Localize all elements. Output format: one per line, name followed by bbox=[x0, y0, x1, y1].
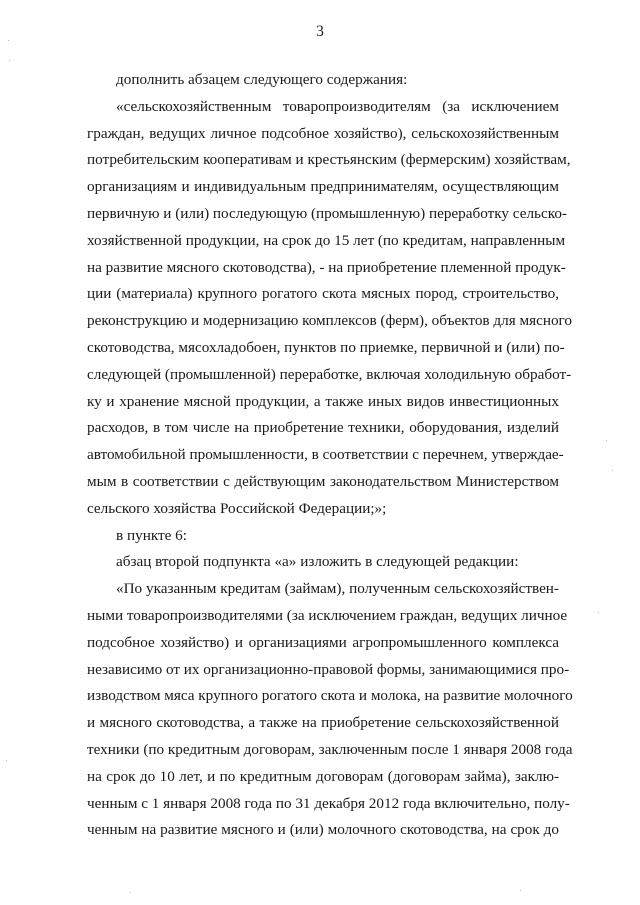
text-line: организациям и индивидуальным предпринимателям, осуществляющим bbox=[87, 178, 559, 196]
text-line: ченным на развитие мясного и (или) молочного скотоводства, на срок до bbox=[87, 821, 559, 839]
text-line: абзац второй подпункта «а» изложить в следующей редакции: bbox=[116, 553, 519, 571]
scan-speck bbox=[612, 470, 613, 471]
scan-speck bbox=[6, 760, 7, 761]
text-line: автомобильной промышленности, в соответствии с перечнем, утверждае- bbox=[87, 446, 564, 464]
text-line: следующей (промышленной) переработке, включая холодильную обработ- bbox=[87, 365, 572, 383]
text-line: ченным с 1 января 2008 года по 31 декабря 2012 года включительно, полу- bbox=[87, 794, 570, 812]
text-line: мым в соответствии с действующим законодательством Министерством bbox=[87, 472, 559, 490]
text-line: независимо от их организационно-правовой формы, занимающимися про- bbox=[87, 660, 570, 678]
text-line: ции (материала) крупного рогатого скота мясных пород, строительство, bbox=[87, 285, 559, 303]
text-line: на срок до 10 лет, и по кредитным договорам (договорам займа), заклю- bbox=[87, 767, 559, 785]
text-line: хозяйственной продукции, на срок до 15 лет (по кредитам, направленным bbox=[87, 231, 566, 249]
text-line: ными товаропроизводителями (за исключением граждан, ведущих личное bbox=[87, 606, 568, 624]
scan-speck bbox=[8, 40, 9, 41]
text-line: подсобное хозяйство) и организациями агропромышленного комплекса bbox=[87, 633, 559, 651]
text-line: скотоводства, мясохладобоен, пунктов по приемке, первичной и (или) по- bbox=[87, 338, 565, 356]
text-line: граждан, ведущих личное подсобное хозяйство), сельскохозяйственным bbox=[87, 124, 559, 142]
text-line: «По указанным кредитам (займам), полученным сельскохозяйствен- bbox=[116, 580, 559, 598]
paragraph-subpoint-a bbox=[87, 549, 559, 576]
text-line: дополнить абзацем следующего содержания: bbox=[116, 71, 408, 88]
text-line: потребительским кооперативам и крестьянским (фермерским) хозяйствам, bbox=[87, 151, 571, 169]
text-line: первичную и (или) последующую (промышленную) переработку сельско- bbox=[87, 204, 567, 222]
text-line: техники (по кредитным договорам, заключенным после 1 января 2008 года bbox=[87, 740, 573, 758]
page-number: 3 bbox=[316, 23, 324, 40]
paragraph-quote-1 bbox=[87, 94, 572, 523]
paragraph-quote-2 bbox=[87, 576, 573, 844]
text-line: изводством мяса крупного рогатого скота и молока, на развитие молочного bbox=[87, 687, 573, 705]
scan-speck bbox=[9, 60, 10, 61]
scan-speck bbox=[598, 612, 599, 613]
text-line: расходов, в том числе на приобретение техники, оборудования, изделий bbox=[87, 419, 559, 437]
text-line: в пункте 6: bbox=[116, 526, 187, 544]
text-line: на развитие мясного скотоводства), - на приобретение племенной продук- bbox=[87, 258, 566, 276]
scan-speck bbox=[606, 440, 607, 441]
paragraph-intro bbox=[87, 67, 559, 94]
document-body bbox=[87, 67, 573, 844]
text-line: ку и хранение мясной продукции, а также иных видов инвестиционных bbox=[87, 392, 559, 410]
scan-speck bbox=[130, 892, 131, 893]
paragraph-point-6 bbox=[87, 523, 559, 550]
scan-speck bbox=[520, 890, 521, 891]
text-line: реконструкцию и модернизацию комплексов (ферм), объектов для мясного bbox=[87, 312, 572, 330]
text-line: «сельскохозяйственным товаропроизводителям (за исключением bbox=[116, 97, 559, 115]
text-line: сельского хозяйства Российской Федерации;»; bbox=[87, 499, 387, 517]
text-line: и мясного скотоводства, а также на приобретение сельскохозяйственной bbox=[87, 714, 559, 732]
